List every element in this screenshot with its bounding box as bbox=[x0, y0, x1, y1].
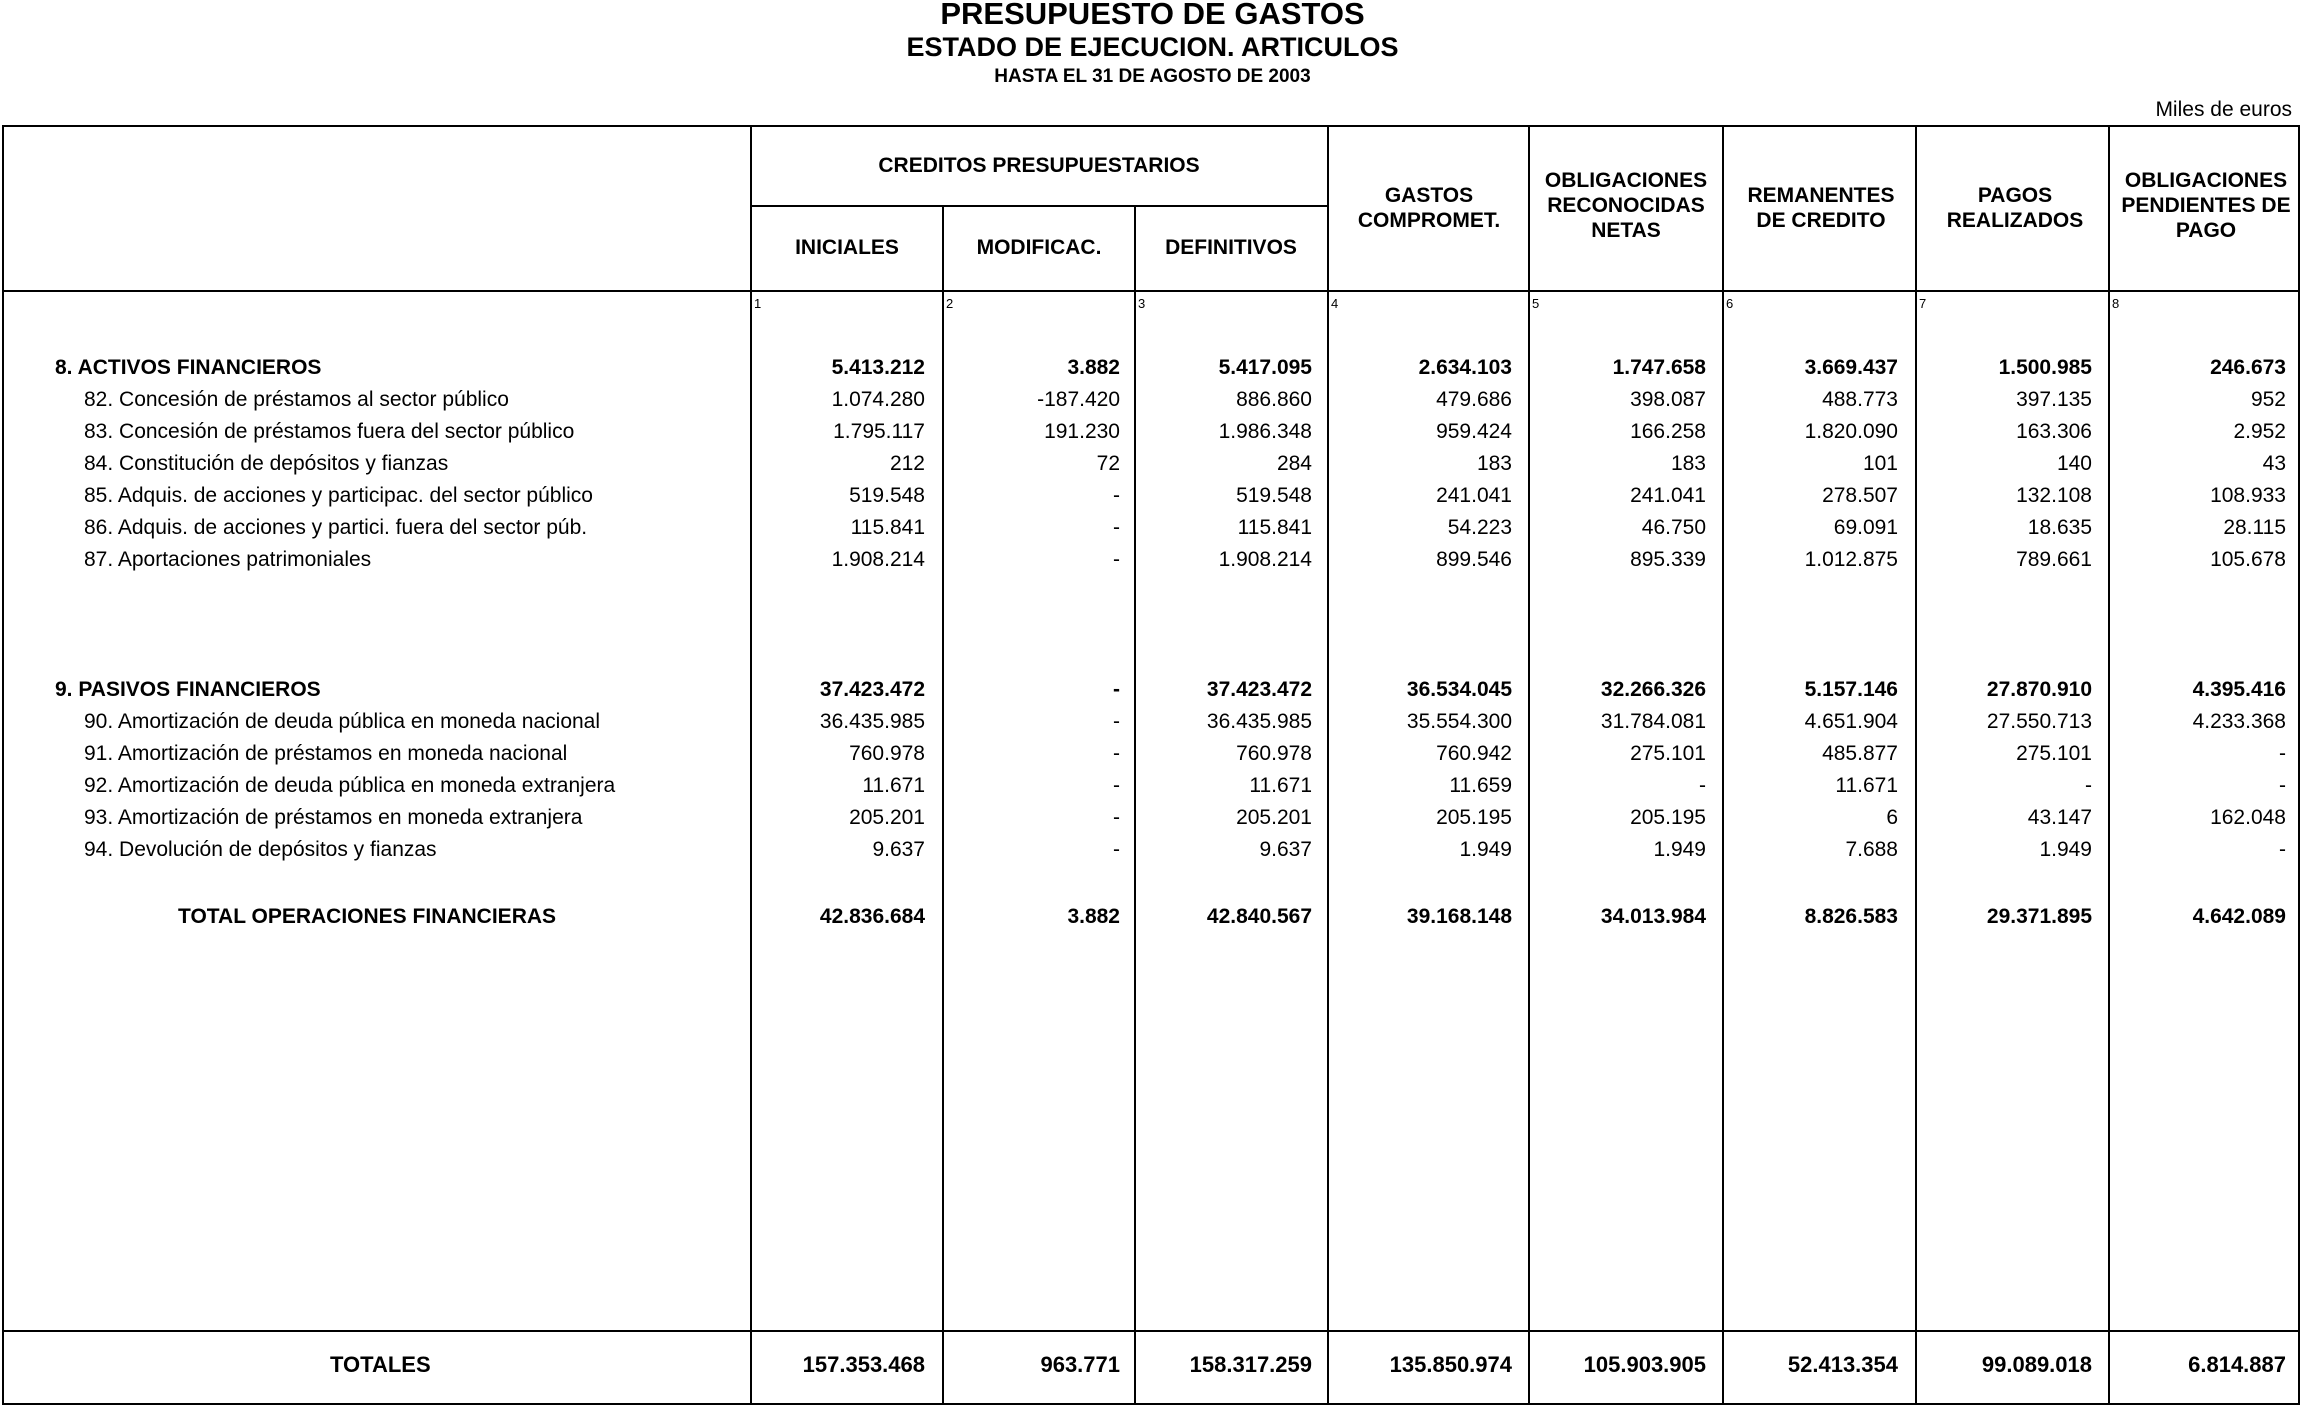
column-number: 3 bbox=[1138, 296, 1146, 311]
row-value: 132.108 bbox=[2016, 484, 2092, 507]
row-value: 4.395.416 bbox=[2192, 678, 2286, 701]
report-subtitle: ESTADO DE EJECUCION. ARTICULOS bbox=[906, 32, 1399, 62]
row-value: 1.747.658 bbox=[1612, 356, 1706, 379]
row-value: 27.550.713 bbox=[1986, 710, 2092, 733]
row-value: - bbox=[2279, 742, 2286, 765]
row-value: 6 bbox=[1886, 806, 1898, 829]
row-value: - bbox=[1113, 742, 1120, 765]
total-value: 105.903.905 bbox=[1583, 1352, 1706, 1377]
row-value: 108.933 bbox=[2210, 484, 2286, 507]
row-value: 1.949 bbox=[2039, 838, 2092, 861]
table-row bbox=[0, 516, 2305, 546]
row-value: - bbox=[1113, 548, 1120, 571]
row-value: 69.091 bbox=[1833, 516, 1898, 539]
row-value: 42.836.684 bbox=[819, 905, 925, 928]
row-label: TOTAL OPERACIONES FINANCIERAS bbox=[178, 905, 557, 928]
row-label: 92. Amortización de deuda pública en moneda extranjera bbox=[84, 774, 616, 797]
row-value: 1.908.214 bbox=[1218, 548, 1312, 571]
row-value: - bbox=[1113, 678, 1120, 701]
total-value: 135.850.974 bbox=[1389, 1352, 1512, 1377]
row-value: 43 bbox=[2262, 452, 2286, 475]
table-row bbox=[0, 388, 2305, 418]
row-value: 37.423.472 bbox=[1206, 678, 1312, 701]
header-gastos-comprometidos: GASTOS COMPROMET. bbox=[1357, 183, 1501, 232]
row-value: 29.371.895 bbox=[1986, 905, 2092, 928]
total-value: 158.317.259 bbox=[1189, 1352, 1312, 1377]
totals-label: TOTALES bbox=[330, 1352, 431, 1377]
row-value: 4.651.904 bbox=[1804, 710, 1898, 733]
row-label: 90. Amortización de deuda pública en moneda nacional bbox=[84, 710, 601, 733]
row-value: 9.637 bbox=[1259, 838, 1312, 861]
header-obligaciones-reconocidas: OBLIGACIONES RECONOCIDAS NETAS bbox=[1544, 168, 1708, 242]
row-value: 11.671 bbox=[862, 774, 925, 797]
total-value: 963.771 bbox=[1040, 1352, 1120, 1377]
row-value: 1.908.214 bbox=[831, 548, 925, 571]
row-value: 205.195 bbox=[1436, 806, 1512, 829]
row-value: 7.688 bbox=[1845, 838, 1898, 861]
header-bottom-line bbox=[2, 290, 2300, 292]
table-row bbox=[0, 420, 2305, 450]
table-row bbox=[0, 838, 2305, 868]
row-value: -187.420 bbox=[1037, 388, 1120, 411]
row-value: - bbox=[1113, 774, 1120, 797]
header-remanentes: REMANENTES DE CREDITO bbox=[1747, 183, 1895, 232]
row-label: 87. Aportaciones patrimoniales bbox=[84, 548, 372, 571]
row-value: 8.826.583 bbox=[1804, 905, 1898, 928]
row-value: 43.147 bbox=[2027, 806, 2092, 829]
row-value: - bbox=[2279, 774, 2286, 797]
row-value: 886.860 bbox=[1236, 388, 1312, 411]
row-value: 4.642.089 bbox=[2192, 905, 2286, 928]
row-value: 183 bbox=[1476, 452, 1512, 475]
total-value: 6.814.887 bbox=[2188, 1352, 2286, 1377]
row-value: 166.258 bbox=[1630, 420, 1706, 443]
row-value: 278.507 bbox=[1822, 484, 1898, 507]
row-label: 9. PASIVOS FINANCIEROS bbox=[55, 678, 321, 701]
row-value: - bbox=[1113, 484, 1120, 507]
row-value: 1.949 bbox=[1459, 838, 1512, 861]
table-row bbox=[0, 806, 2305, 836]
row-value: 5.157.146 bbox=[1804, 678, 1898, 701]
row-value: 42.840.567 bbox=[1206, 905, 1312, 928]
totals-top-line bbox=[2, 1330, 2300, 1332]
column-number: 4 bbox=[1331, 296, 1339, 311]
row-value: 140 bbox=[2056, 452, 2092, 475]
table-row bbox=[0, 452, 2305, 482]
row-value: 519.548 bbox=[849, 484, 925, 507]
row-value: 789.661 bbox=[2016, 548, 2092, 571]
row-value: 275.101 bbox=[1630, 742, 1706, 765]
row-value: 1.949 bbox=[1653, 838, 1706, 861]
total-value: 99.089.018 bbox=[1981, 1352, 2092, 1377]
row-value: 488.773 bbox=[1822, 388, 1898, 411]
row-value: 105.678 bbox=[2210, 548, 2286, 571]
row-value: 519.548 bbox=[1236, 484, 1312, 507]
row-label: 86. Adquis. de acciones y partici. fuera del sector púb. bbox=[84, 516, 588, 539]
row-value: 5.413.212 bbox=[831, 356, 925, 379]
column-number: 2 bbox=[946, 296, 954, 311]
row-value: 1.795.117 bbox=[833, 420, 925, 443]
header-pendientes: OBLIGACIONES PENDIENTES DE PAGO bbox=[2121, 168, 2291, 242]
row-value: 205.201 bbox=[1236, 806, 1312, 829]
row-value: 2.952 bbox=[2233, 420, 2286, 443]
row-value: 183 bbox=[1670, 452, 1706, 475]
row-value: 115.841 bbox=[1237, 516, 1312, 539]
row-label: 85. Adquis. de acciones y participac. del sector público bbox=[84, 484, 593, 507]
row-value: 1.012.875 bbox=[1804, 548, 1898, 571]
row-value: 205.195 bbox=[1630, 806, 1706, 829]
row-value: 952 bbox=[2250, 388, 2286, 411]
row-value: - bbox=[1113, 710, 1120, 733]
row-value: 241.041 bbox=[1436, 484, 1512, 507]
row-value: 162.048 bbox=[2210, 806, 2286, 829]
row-value: 11.659 bbox=[1449, 774, 1512, 797]
row-value: 36.534.045 bbox=[1406, 678, 1512, 701]
table-row bbox=[0, 484, 2305, 514]
header-modificac: MODIFICAC. bbox=[976, 236, 1102, 259]
row-value: 11.671 bbox=[1835, 774, 1898, 797]
table-row bbox=[0, 356, 2305, 386]
row-value: 284 bbox=[1276, 452, 1312, 475]
total-value: 157.353.468 bbox=[802, 1352, 925, 1377]
row-value: 760.978 bbox=[1236, 742, 1312, 765]
header-creditos-presupuestarios: CREDITOS PRESUPUESTARIOS bbox=[878, 153, 1200, 177]
row-label: 93. Amortización de préstamos en moneda extranjera bbox=[84, 806, 583, 829]
row-value: - bbox=[1113, 516, 1120, 539]
row-value: 1.986.348 bbox=[1218, 420, 1312, 443]
row-value: 39.168.148 bbox=[1406, 905, 1512, 928]
row-value: 27.870.910 bbox=[1986, 678, 2092, 701]
row-value: 3.882 bbox=[1067, 905, 1120, 928]
row-value: 18.635 bbox=[2027, 516, 2092, 539]
row-value: 5.417.095 bbox=[1218, 356, 1312, 379]
row-value: 32.266.326 bbox=[1600, 678, 1706, 701]
row-value: 9.637 bbox=[872, 838, 925, 861]
row-value: 1.820.090 bbox=[1804, 420, 1898, 443]
row-value: 246.673 bbox=[2210, 356, 2286, 379]
row-value: 241.041 bbox=[1630, 484, 1706, 507]
row-label: 8. ACTIVOS FINANCIEROS bbox=[55, 356, 322, 379]
row-value: 959.424 bbox=[1436, 420, 1512, 443]
row-value: 115.841 bbox=[850, 516, 925, 539]
table-row bbox=[0, 548, 2305, 578]
row-value: 899.546 bbox=[1436, 548, 1512, 571]
row-label: 82. Concesión de préstamos al sector público bbox=[84, 388, 509, 411]
group-header-divider bbox=[750, 205, 1328, 207]
row-value: 760.942 bbox=[1436, 742, 1512, 765]
header-iniciales: INICIALES bbox=[795, 236, 899, 259]
row-value: 3.669.437 bbox=[1804, 356, 1898, 379]
report-period: HASTA EL 31 DE AGOSTO DE 2003 bbox=[994, 66, 1311, 87]
row-value: - bbox=[1699, 774, 1706, 797]
row-value: 760.978 bbox=[849, 742, 925, 765]
row-label: 91. Amortización de préstamos en moneda nacional bbox=[84, 742, 568, 765]
units-label: Miles de euros bbox=[2155, 98, 2292, 121]
row-value: 397.135 bbox=[2016, 388, 2092, 411]
row-value: 31.784.081 bbox=[1600, 710, 1706, 733]
row-value: - bbox=[1113, 806, 1120, 829]
row-value: 398.087 bbox=[1630, 388, 1706, 411]
row-value: 1.074.280 bbox=[831, 388, 925, 411]
row-value: 11.671 bbox=[1249, 774, 1312, 797]
row-value: 3.882 bbox=[1067, 356, 1120, 379]
column-number: 1 bbox=[754, 296, 762, 311]
row-label: 84. Constitución de depósitos y fianzas bbox=[84, 452, 449, 475]
row-value: 54.223 bbox=[1447, 516, 1512, 539]
table-row bbox=[0, 905, 2305, 935]
row-value: 275.101 bbox=[2016, 742, 2092, 765]
row-value: - bbox=[1113, 838, 1120, 861]
total-value: 52.413.354 bbox=[1787, 1352, 1898, 1377]
row-value: 895.339 bbox=[1630, 548, 1706, 571]
row-value: 72 bbox=[1096, 452, 1120, 475]
row-value: 35.554.300 bbox=[1406, 710, 1512, 733]
row-value: 34.013.984 bbox=[1600, 905, 1706, 928]
table-row bbox=[0, 742, 2305, 772]
row-value: - bbox=[2279, 838, 2286, 861]
column-number: 5 bbox=[1532, 296, 1540, 311]
row-value: 191.230 bbox=[1044, 420, 1120, 443]
row-value: 36.435.985 bbox=[819, 710, 925, 733]
row-value: 479.686 bbox=[1436, 388, 1512, 411]
header-pagos: PAGOS REALIZADOS bbox=[1946, 183, 2084, 232]
row-value: 1.500.985 bbox=[1998, 356, 2092, 379]
column-number: 6 bbox=[1726, 296, 1734, 311]
row-value: 36.435.985 bbox=[1206, 710, 1312, 733]
row-value: 163.306 bbox=[2016, 420, 2092, 443]
row-value: 205.201 bbox=[849, 806, 925, 829]
row-value: 37.423.472 bbox=[819, 678, 925, 701]
column-number: 8 bbox=[2112, 296, 2120, 311]
table-row bbox=[0, 678, 2305, 708]
row-label: 94. Devolución de depósitos y fianzas bbox=[84, 838, 437, 861]
row-value: 28.115 bbox=[2223, 516, 2286, 539]
report-title: PRESUPUESTO DE GASTOS bbox=[940, 0, 1365, 31]
row-value: 212 bbox=[889, 452, 925, 475]
row-value: 46.750 bbox=[1641, 516, 1706, 539]
row-value: - bbox=[2085, 774, 2092, 797]
row-value: 2.634.103 bbox=[1418, 356, 1512, 379]
row-value: 485.877 bbox=[1822, 742, 1898, 765]
header-definitivos: DEFINITIVOS bbox=[1165, 236, 1297, 259]
table-row bbox=[0, 710, 2305, 740]
row-value: 101 bbox=[1862, 452, 1898, 475]
row-label: 83. Concesión de préstamos fuera del sector público bbox=[84, 420, 575, 443]
table-row bbox=[0, 774, 2305, 804]
row-value: 4.233.368 bbox=[2192, 710, 2286, 733]
column-number: 7 bbox=[1919, 296, 1927, 311]
